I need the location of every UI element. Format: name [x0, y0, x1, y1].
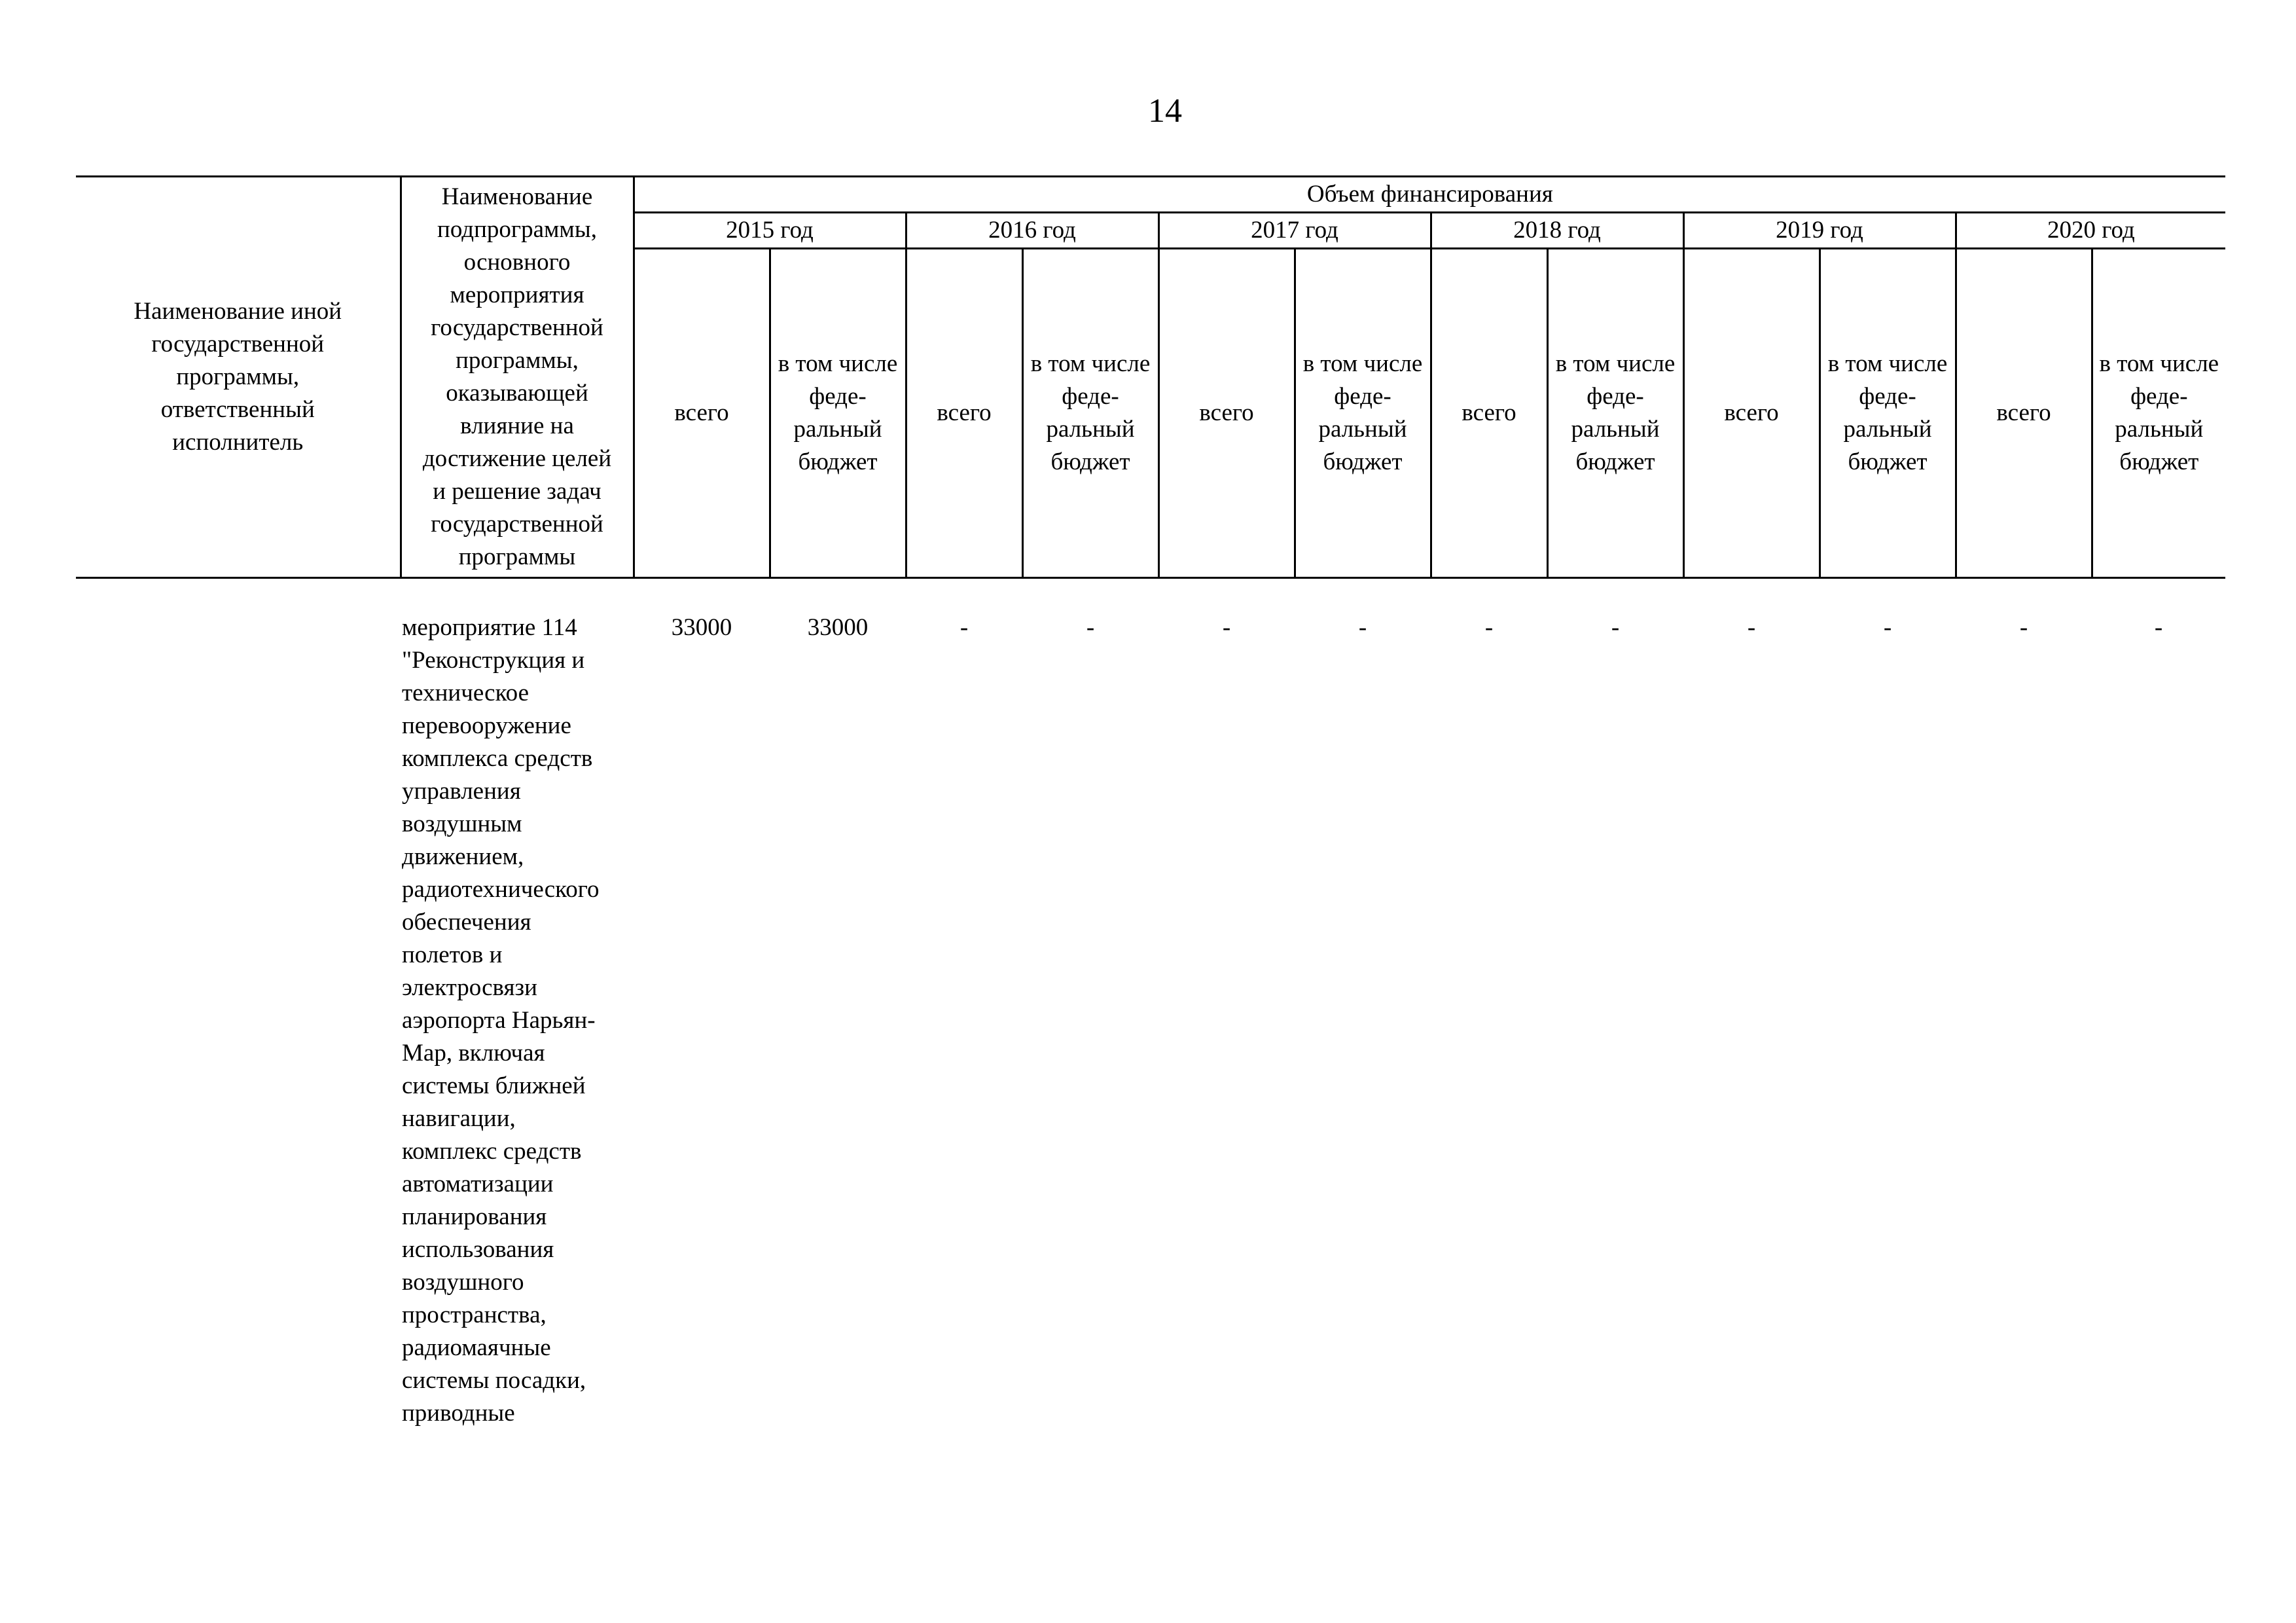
- executor-header-line: программы,: [176, 363, 300, 390]
- value-2019-federal: -: [1883, 614, 1892, 641]
- value-2019-total: -: [1747, 614, 1756, 641]
- federal-header-line: бюджет: [1050, 448, 1130, 475]
- value-2015-federal: 33000: [807, 614, 869, 641]
- measure-line: Мар, включая: [402, 1040, 545, 1067]
- federal-header-line: бюджет: [798, 448, 878, 475]
- measure-line: приводные: [402, 1400, 515, 1427]
- year-header-2018: 2018 год: [1431, 213, 1683, 249]
- subprogram-header-line: основного: [463, 249, 571, 276]
- executor-header-line: исполнитель: [172, 429, 304, 456]
- executor-header-line: Наименование иной: [134, 298, 342, 325]
- total-header-2016: всего: [906, 249, 1022, 578]
- subprogram-header-line: программы: [458, 543, 576, 570]
- year-header-2020: 2020 год: [1956, 213, 2225, 249]
- subprogram-header-line: мероприятия: [450, 282, 584, 308]
- measure-line: мероприятие 114: [402, 614, 577, 641]
- value-2020-federal: -: [2154, 614, 2163, 641]
- financing-table: [76, 175, 2225, 1430]
- federal-header-line: бюджет: [1575, 448, 1655, 475]
- measure-line: радиотехнического: [402, 876, 600, 903]
- subprogram-header-line: и решение задач: [433, 478, 601, 505]
- subprogram-header-line: оказывающей: [446, 380, 588, 407]
- year-header-2016: 2016 год: [906, 213, 1158, 249]
- measure-line: радиомаячные: [402, 1334, 551, 1361]
- federal-header-line: в том числе: [778, 350, 898, 377]
- table-row: [76, 611, 2225, 1430]
- federal-header-line: ральный: [1843, 416, 1932, 443]
- measure-line: комплекса средств: [402, 745, 593, 772]
- measure-line: аэропорта Нарьян-: [402, 1007, 596, 1034]
- federal-header-line: в том числе: [1302, 350, 1423, 377]
- federal-header-2015: [770, 249, 906, 578]
- value-2016-federal: -: [1086, 614, 1095, 641]
- federal-header-line: феде-: [809, 383, 867, 410]
- measure-line: использования: [402, 1236, 554, 1263]
- federal-header-line: ральный: [1571, 416, 1660, 443]
- subprogram-header-line: подпрограммы,: [437, 216, 597, 243]
- measure-line: автоматизации: [402, 1171, 554, 1197]
- value-2015-total: 33000: [671, 614, 732, 641]
- year-header-2015: 2015 год: [634, 213, 906, 249]
- total-header-2017: всего: [1158, 249, 1295, 578]
- federal-header-2020: [2092, 249, 2225, 578]
- executor-column-header: [76, 177, 401, 578]
- value-2016-total: -: [960, 614, 969, 641]
- value-2018-total: -: [1484, 614, 1494, 641]
- federal-header-line: в том числе: [2099, 350, 2219, 377]
- measure-line: навигации,: [402, 1105, 516, 1132]
- federal-header-2019: [1820, 249, 1956, 578]
- measure-line: техническое: [402, 680, 529, 706]
- federal-header-line: ральный: [793, 416, 882, 443]
- total-header-2019: всего: [1683, 249, 1820, 578]
- year-header-2019: 2019 год: [1683, 213, 1956, 249]
- measure-line: системы посадки,: [402, 1367, 586, 1394]
- page-number: 14: [1148, 92, 1182, 130]
- measure-line: электросвязи: [402, 974, 537, 1001]
- value-2017-federal: -: [1358, 614, 1367, 641]
- federal-header-line: бюджет: [1323, 448, 1403, 475]
- federal-header-2018: [1547, 249, 1683, 578]
- federal-header-line: феде-: [2130, 383, 2188, 410]
- value-2017-total: -: [1222, 614, 1231, 641]
- federal-header-line: феде-: [1334, 383, 1391, 410]
- measure-line: полетов и: [402, 941, 503, 968]
- federal-header-2017: [1295, 249, 1431, 578]
- total-header-2015: всего: [634, 249, 770, 578]
- value-2018-federal: -: [1611, 614, 1620, 641]
- measure-line: "Реконструкция и: [402, 647, 585, 674]
- subprogram-header-line: программы,: [456, 347, 579, 374]
- executor-header-line: ответственный: [160, 396, 315, 423]
- funding-group-header: Объем финансирования: [634, 177, 2225, 213]
- federal-header-line: бюджет: [2119, 448, 2199, 475]
- spacer-row: [76, 578, 2225, 612]
- measure-line: пространства,: [402, 1302, 547, 1328]
- federal-header-line: ральный: [1318, 416, 1407, 443]
- measure-line: управления: [402, 778, 521, 805]
- measure-line: движением,: [402, 843, 524, 870]
- measure-line: комплекс средств: [402, 1138, 582, 1165]
- executor-header-line: государственной: [151, 331, 325, 357]
- measure-line: перевооружение: [402, 712, 571, 739]
- subprogram-header-line: достижение целей: [422, 445, 612, 472]
- subprogram-header-line: государственной: [431, 511, 603, 538]
- subprogram-header-line: влияние на: [460, 412, 574, 439]
- federal-header-line: феде-: [1062, 383, 1119, 410]
- federal-header-line: в том числе: [1555, 350, 1676, 377]
- measure-line: обеспечения: [402, 909, 531, 936]
- subprogram-header-line: Наименование: [441, 183, 593, 210]
- federal-header-line: в том числе: [1827, 350, 1948, 377]
- measure-line: воздушного: [402, 1269, 524, 1296]
- value-2020-total: -: [2019, 614, 2028, 641]
- federal-header-line: ральный: [1046, 416, 1135, 443]
- federal-header-line: бюджет: [1848, 448, 1928, 475]
- year-header-2017: 2017 год: [1158, 213, 1431, 249]
- measure-line: планирования: [402, 1203, 547, 1230]
- subprogram-header-line: государственной: [431, 314, 603, 341]
- federal-header-2016: [1022, 249, 1158, 578]
- measure-line: воздушным: [402, 811, 522, 837]
- federal-header-line: ральный: [2115, 416, 2204, 443]
- subprogram-column-header: [401, 177, 634, 578]
- total-header-2020: всего: [1956, 249, 2092, 578]
- federal-header-line: феде-: [1587, 383, 1644, 410]
- federal-header-line: в том числе: [1030, 350, 1151, 377]
- spacer-cell: [76, 578, 2225, 612]
- executor-cell: [76, 611, 401, 1430]
- federal-header-line: феде-: [1859, 383, 1916, 410]
- total-header-2018: всего: [1431, 249, 1547, 578]
- measure-line: системы ближней: [402, 1072, 586, 1099]
- measure-cell: [401, 611, 634, 1430]
